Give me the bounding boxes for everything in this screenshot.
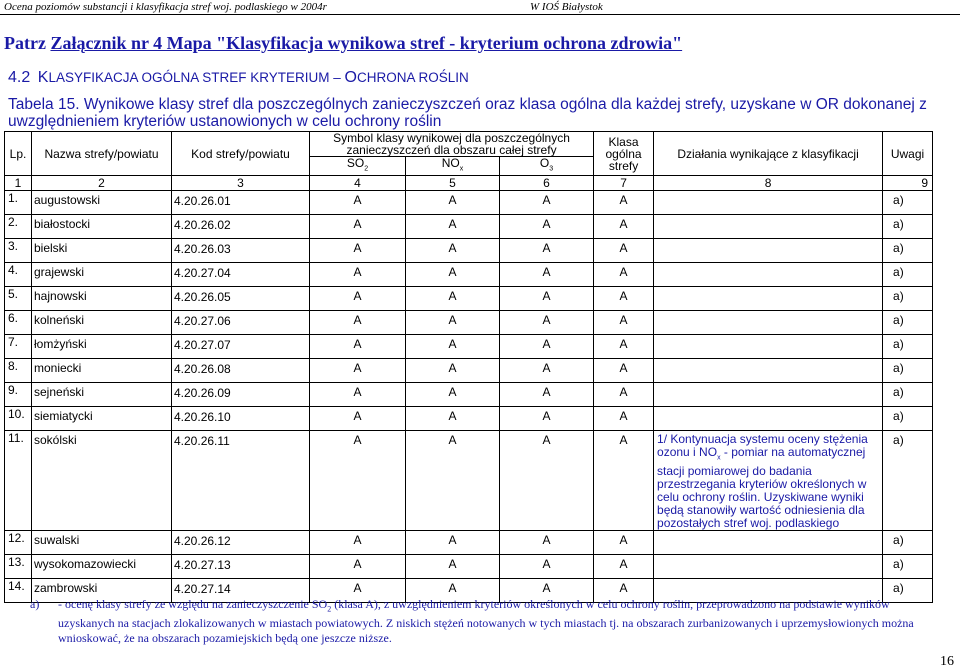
row-o3: A (500, 239, 594, 263)
row-lp: 13. (5, 554, 32, 578)
row-nox: A (406, 287, 500, 311)
row-actions (654, 383, 883, 407)
row-name: siemiatycki (32, 407, 172, 431)
header-code: Kod strefy/powiatu (172, 132, 310, 176)
row-remarks: a) (883, 578, 933, 602)
row-code: 4.20.26.03 (172, 239, 310, 263)
table-row (5, 287, 933, 311)
row-name: augustowski (32, 191, 172, 215)
row-remarks: a) (883, 530, 933, 554)
row-o3: A (500, 335, 594, 359)
row-nox: A (406, 263, 500, 287)
row-o3: A (500, 431, 594, 530)
page-number: 16 (940, 654, 954, 669)
row-remarks: a) (883, 383, 933, 407)
row-lp: 12. (5, 530, 32, 554)
row-name: zambrowski (32, 578, 172, 602)
row-code: 4.20.27.13 (172, 554, 310, 578)
row-o3: A (500, 407, 594, 431)
row-lp: 3. (5, 239, 32, 263)
row-nox: A (406, 191, 500, 215)
row-code: 4.20.26.11 (172, 431, 310, 530)
table-row (5, 431, 933, 530)
row-code: 4.20.26.09 (172, 383, 310, 407)
row-actions (654, 554, 883, 578)
row-nox: A (406, 239, 500, 263)
table-row (5, 335, 933, 359)
row-actions (654, 530, 883, 554)
table-row (5, 239, 933, 263)
row-name: grajewski (32, 263, 172, 287)
row-actions (654, 191, 883, 215)
row-lp: 11. (5, 431, 32, 530)
row-class: A (594, 311, 654, 335)
header-name: Nazwa strefy/powiatu (32, 132, 172, 176)
row-lp: 2. (5, 215, 32, 239)
row-remarks: a) (883, 215, 933, 239)
footnote-text: - ocenę klasy strefy ze względu na zanieczyszczenie $SO_2$ (klasa A), z uwzględnieniem kryteriów określonych w celu ochrony roślin, przeprowadzono na podstawie wyników uzyskanych na stacjach zlokalizowanych w miastach powiatowych. Z niskich stężeń notowanych w tych miastach tj. na obszarach zurbanizowanych i uprzemysłowionych można wnioskować, że na obszarach pozamiejskich będą one jeszcze niższe. (58, 597, 914, 646)
row-code: 4.20.26.08 (172, 359, 310, 383)
row-nox: A (406, 578, 500, 602)
row-remarks: a) (883, 191, 933, 215)
row-o3: A (500, 554, 594, 578)
row-so2: A (310, 407, 406, 431)
row-remarks: a) (883, 554, 933, 578)
row-class: A (594, 530, 654, 554)
header-right: W IOŚ Białystok (530, 1, 603, 13)
row-code: 4.20.27.06 (172, 311, 310, 335)
row-nox: A (406, 431, 500, 530)
row-o3: A (500, 578, 594, 602)
row-class: A (594, 578, 654, 602)
row-actions (654, 215, 883, 239)
row-so2: A (310, 311, 406, 335)
header-actions: Działania wynikające z klasyfikacji (654, 132, 883, 176)
header-nox: $NO_x$ (406, 157, 500, 176)
row-code: 4.20.26.01 (172, 191, 310, 215)
header-class: Klasa ogólna strefy (594, 132, 654, 176)
table-row (5, 359, 933, 383)
row-nox: A (406, 530, 500, 554)
row-lp: 9. (5, 383, 32, 407)
row-code: 4.20.26.05 (172, 287, 310, 311)
row-o3: A (500, 191, 594, 215)
row-name: sejneński (32, 383, 172, 407)
row-remarks: a) (883, 359, 933, 383)
row-so2: A (310, 215, 406, 239)
row-nox: A (406, 383, 500, 407)
row-nox: A (406, 554, 500, 578)
row-o3: A (500, 287, 594, 311)
table-row (5, 383, 933, 407)
row-name: hajnowski (32, 287, 172, 311)
row-remarks: a) (883, 239, 933, 263)
row-so2: A (310, 287, 406, 311)
row-actions (654, 335, 883, 359)
row-o3: A (500, 530, 594, 554)
row-lp: 7. (5, 335, 32, 359)
row-remarks: a) (883, 431, 933, 530)
table-row (5, 407, 933, 431)
row-o3: A (500, 383, 594, 407)
row-lp: 14. (5, 578, 32, 602)
row-name: kolneński (32, 311, 172, 335)
header-o3: $O_3$ (500, 157, 594, 176)
header-remarks: Uwagi (883, 132, 933, 176)
row-actions (654, 287, 883, 311)
see-annex-line (4, 33, 682, 54)
row-nox: A (406, 335, 500, 359)
row-lp: 5. (5, 287, 32, 311)
row-actions (654, 407, 883, 431)
header-lp: Lp. (5, 132, 32, 176)
row-actions (654, 239, 883, 263)
row-remarks: a) (883, 407, 933, 431)
row-so2: A (310, 554, 406, 578)
row-class: A (594, 287, 654, 311)
column-number-row: 1 2 3 4 5 6 7 8 9 (5, 176, 933, 191)
row-so2: A (310, 263, 406, 287)
row-lp: 1. (5, 191, 32, 215)
row-so2: A (310, 431, 406, 530)
row-name: bielski (32, 239, 172, 263)
row-nox: A (406, 311, 500, 335)
row-class: A (594, 407, 654, 431)
row-o3: A (500, 215, 594, 239)
row-code: 4.20.27.04 (172, 263, 310, 287)
row-nox: A (406, 215, 500, 239)
row-class: A (594, 431, 654, 530)
row-class: A (594, 359, 654, 383)
row-lp: 4. (5, 263, 32, 287)
row-o3: A (500, 311, 594, 335)
row-lp: 6. (5, 311, 32, 335)
row-class: A (594, 263, 654, 287)
row-code: 4.20.27.07 (172, 335, 310, 359)
table-row (5, 311, 933, 335)
row-o3: A (500, 263, 594, 287)
page-header (0, 0, 960, 15)
header-rule (0, 14, 960, 15)
row-so2: A (310, 335, 406, 359)
row-remarks: a) (883, 263, 933, 287)
row-so2: A (310, 191, 406, 215)
row-class: A (594, 335, 654, 359)
table-caption: Tabela 15. Wynikowe klasy stref dla poszczególnych zanieczyszczeń oraz klasa ogólna dla każdej strefy, uzyskane w OR dokonanej z uwzględnieniem kryteriów ustanowionych w celu ochrony roślin (8, 96, 927, 130)
row-o3: A (500, 359, 594, 383)
row-lp: 10. (5, 407, 32, 431)
see-prefix: Patrz (4, 33, 51, 53)
header-left: Ocena poziomów substancji i klasyfikacja stref woj. podlaskiego w 2004r (4, 1, 327, 13)
row-actions (654, 311, 883, 335)
row-code: 4.20.26.12 (172, 530, 310, 554)
row-class: A (594, 554, 654, 578)
row-so2: A (310, 383, 406, 407)
table-row (5, 263, 933, 287)
table-row (5, 191, 933, 215)
row-actions (654, 359, 883, 383)
table-row (5, 215, 933, 239)
row-nox: A (406, 407, 500, 431)
row-name: wysokomazowiecki (32, 554, 172, 578)
classification-table (4, 131, 933, 603)
footnote-label: a) (30, 597, 40, 611)
table-row (5, 554, 933, 578)
row-name: suwalski (32, 530, 172, 554)
row-class: A (594, 239, 654, 263)
section-number: 4.2 (8, 69, 31, 86)
row-code: 4.20.26.02 (172, 215, 310, 239)
row-code: 4.20.26.10 (172, 407, 310, 431)
row-remarks: a) (883, 335, 933, 359)
row-code: 4.20.27.14 (172, 578, 310, 602)
row-lp: 8. (5, 359, 32, 383)
header-symbol: Symbol klasy wynikowej dla poszczególnych zanieczyszczeń dla obszaru całej strefy (310, 132, 594, 157)
row-so2: A (310, 530, 406, 554)
row-class: A (594, 383, 654, 407)
section-heading: 4.2 KLASYFIKACJA OGÓLNA STREF KRYTERIUM – OCHRONA ROŚLIN (8, 69, 469, 86)
row-so2: A (310, 578, 406, 602)
annex-link[interactable]: Załącznik nr 4 Mapa "Klasyfikacja wynikowa stref - kryterium ochrona zdrowia" (50, 33, 683, 53)
row-class: A (594, 191, 654, 215)
row-name: sokólski (32, 431, 172, 530)
row-name: moniecki (32, 359, 172, 383)
table-row (5, 530, 933, 554)
row-name: białostocki (32, 215, 172, 239)
row-nox: A (406, 359, 500, 383)
row-remarks: a) (883, 311, 933, 335)
header-so2: $SO_2$ (310, 157, 406, 176)
row-remarks: a) (883, 287, 933, 311)
row-actions: 1/ Kontynuacja systemu oceny stężenia ozonu i $NO_x$ - pomiar na automatycznej stacji pomiarowej do badania przestrzegania kryteriów określonych w celu ochrony roślin. Uzyskiwane wyniki będą stanowiły wartość odniesienia dla pozostałych stref woj. podlaskiego (654, 431, 883, 530)
row-name: łomżyński (32, 335, 172, 359)
row-class: A (594, 215, 654, 239)
row-actions (654, 263, 883, 287)
row-so2: A (310, 359, 406, 383)
row-so2: A (310, 239, 406, 263)
